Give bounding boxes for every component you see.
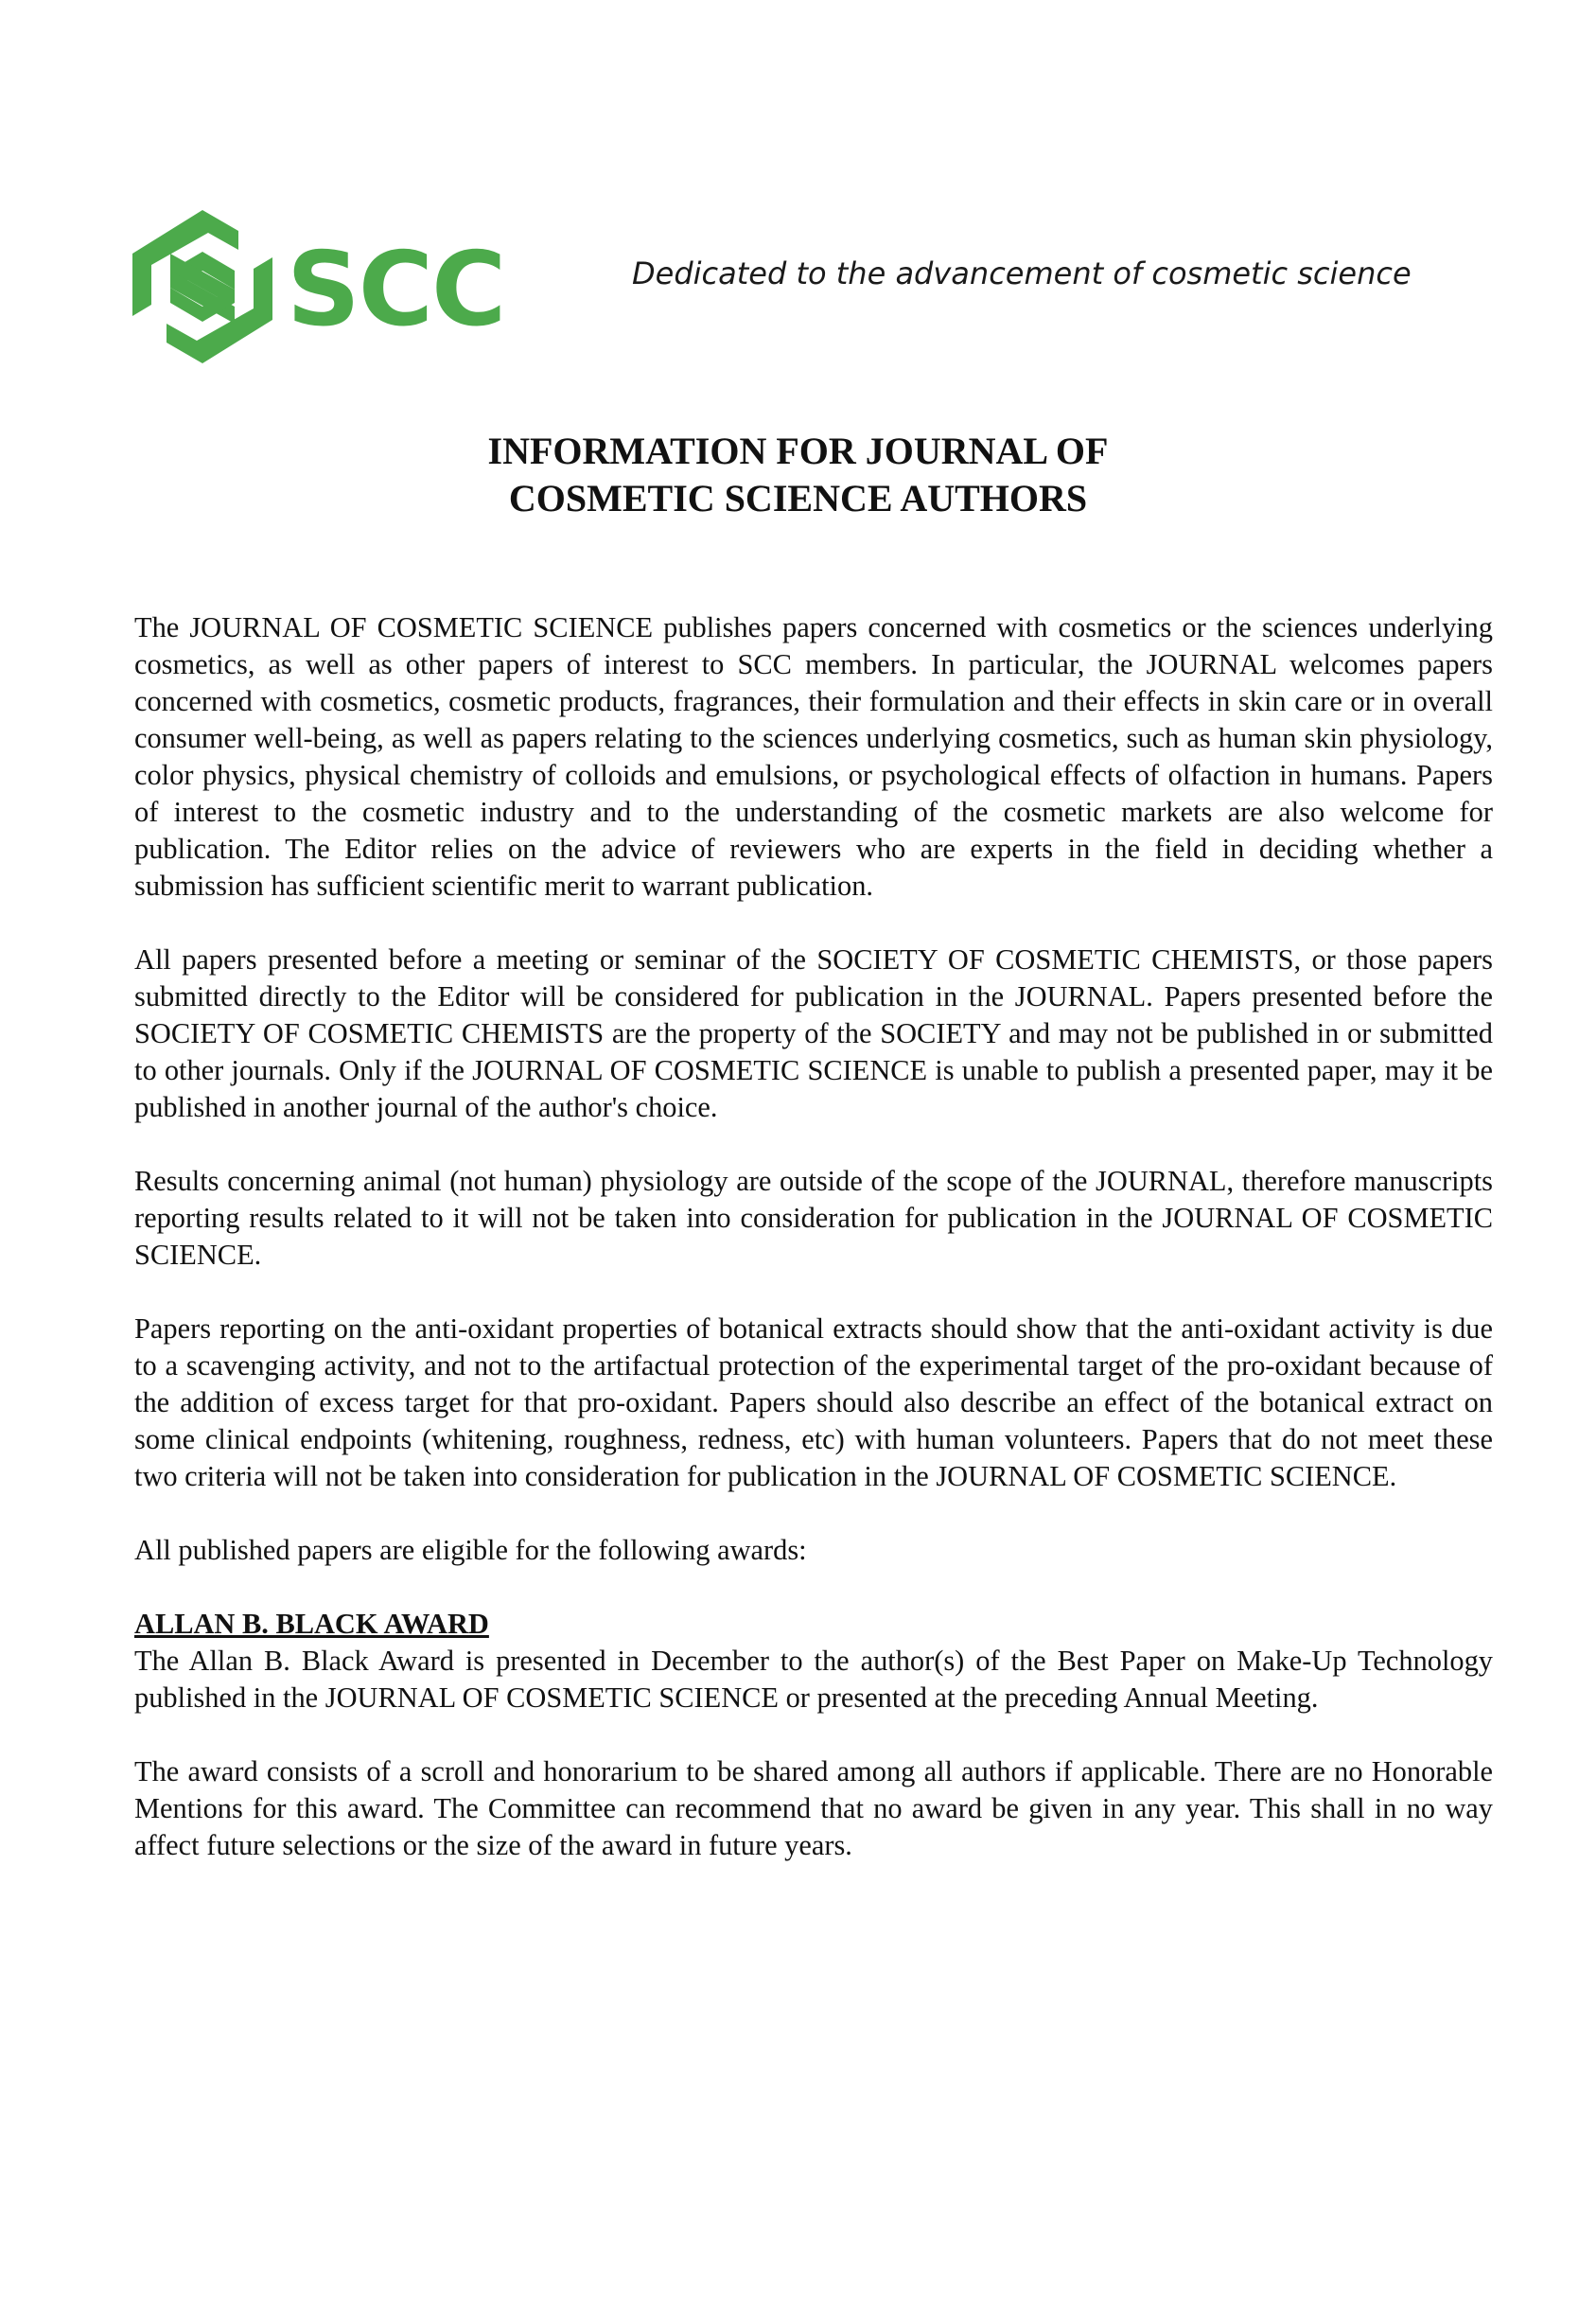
paragraph-scope: The JOURNAL OF COSMETIC SCIENCE publishes papers concerned with cosmetics or the sciences underlying cosmetics, as well as other papers of interest to SCC members. In particular, the JOURNAL welcomes papers concerned with cosmetics, cosmetic products, fragrances, their formulation and their effects in skin care or in overall consumer well-being, as well as papers relating to the sciences underlying cosmetics, such as human skin physiology, color physics, physical chemistry of colloids and emulsions, or psychological effects of olfaction in humans. Papers of interest to the cosmetic industry and to the understanding of the cosmetic markets are also welcome for publication. The Editor relies on the advice of reviewers who are experts in the field in deciding whether a submission has sufficient scientific merit to warrant publication.	[134, 611, 1493, 902]
paragraph-anti-oxidant: Papers reporting on the anti-oxidant properties of botanical extracts should show that the anti-oxidant activity is due to a scavenging activity, and not to the artifactual protection of the experimental target of the pro-oxidant because of the addition of excess target for that pro-oxidant. Papers should also describe an effect of the botanical extract on some clinical endpoints (whitening, roughness, redness, etc) with human volunteers. Papers that do not meet these two criteria will not be taken into consideration for publication in the JOURNAL OF COSMETIC SCIENCE.	[134, 1312, 1493, 1492]
logo-wordmark: SCC	[287, 231, 505, 349]
hexagon-s-mark-icon	[132, 210, 272, 363]
paragraph-awards-intro: All published papers are eligible for the following awards:	[134, 1534, 807, 1566]
scc-logo	[132, 206, 511, 367]
award-paragraph-2: The award consists of a scroll and honorarium to be shared among all authors if applicable. There are no Honorable Mentions for this award. The Committee can recommend that no award be given in any year. This shall in no way affect future selections or the size of the award in future years.	[134, 1755, 1493, 1861]
paragraph-animal-physiology: Results concerning animal (not human) physiology are outside of the scope of the JOURNAL, therefore manuscripts reporting results related to it will not be taken into consideration for publication in the JOURNAL OF COSMETIC SCIENCE.	[134, 1165, 1493, 1271]
document-title	[0, 428, 1596, 522]
award-paragraph-1: The Allan B. Black Award is presented in December to the author(s) of the Best Paper on Make-Up Technology published in the JOURNAL OF COSMETIC SCIENCE or presented at the preceding Annual Meeting.	[134, 1645, 1493, 1714]
scc-logo-graphic	[132, 206, 511, 367]
document-body	[134, 609, 1493, 1901]
tagline: Dedicated to the advancement of cosmetic science	[632, 255, 1412, 291]
award-heading: ALLAN B. BLACK AWARD	[134, 1608, 489, 1640]
title-line-1: INFORMATION FOR JOURNAL OF	[487, 430, 1109, 472]
paragraph-presented-papers: All papers presented before a meeting or seminar of the SOCIETY OF COSMETIC CHEMISTS, or those papers submitted directly to the Editor will be considered for publication in the JOURNAL. Papers presented before the SOCIETY OF COSMETIC CHEMISTS are the property of the SOCIETY and may not be published in or submitted to other journals. Only if the JOURNAL OF COSMETIC SCIENCE is unable to publish a presented paper, may it be published in another journal of the author's choice.	[134, 943, 1493, 1123]
title-line-2: COSMETIC SCIENCE AUTHORS	[508, 477, 1088, 519]
